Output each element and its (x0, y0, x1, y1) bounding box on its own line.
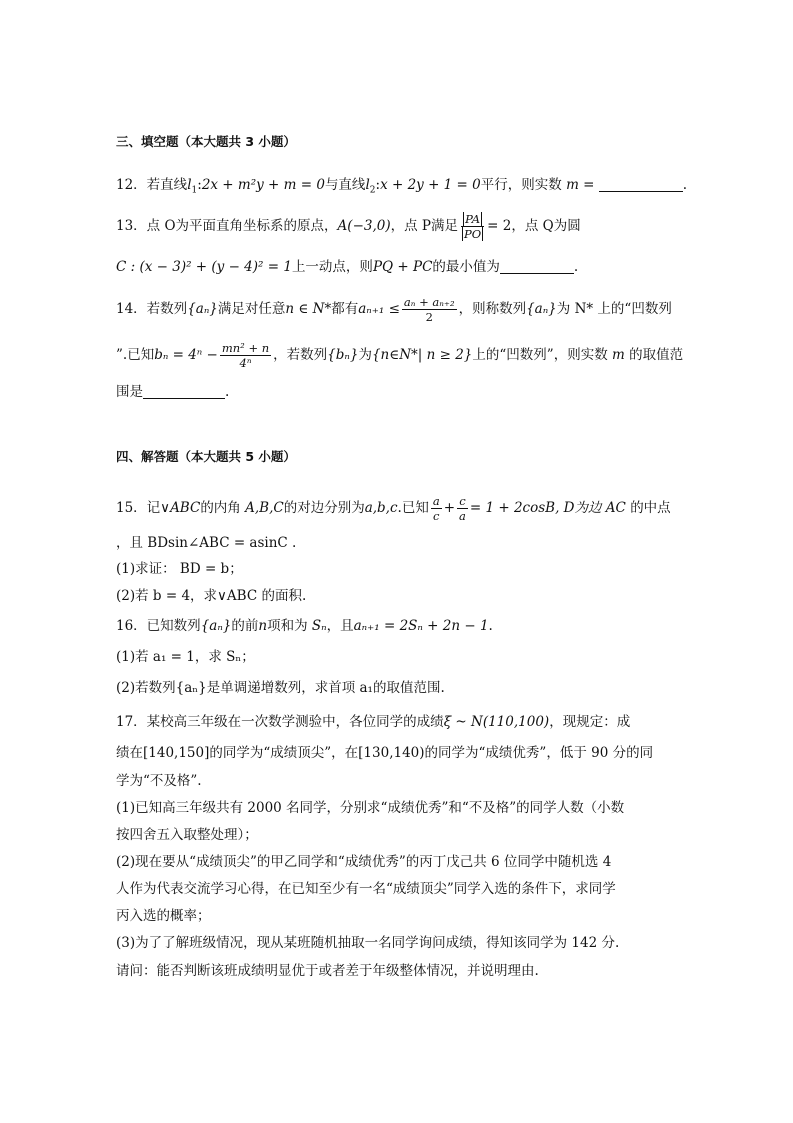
answer-blank (599, 177, 683, 192)
average-fraction: $\frac{\text{aₙ + aₙ₊₂}}{2}$ (403, 295, 455, 324)
line-l1-equation: 2x + m²y + m = 0 (201, 177, 325, 193)
section-answer-title: 四、解答题（本大题共 5 小题） (116, 449, 296, 464)
answer-blank (500, 259, 574, 274)
question-13-line-2: C : (x − 3)² + (y − 4)² = 1上一动点，则PQ + PC的最小值为 . (116, 259, 579, 275)
question-17-line-1: 17．某校高三年级在一次数学测验中，各位同学的成绩ξ ~ N(110,100)，现规定：成 (116, 714, 631, 730)
question-16: 16．已知数列{aₙ}的前n项和为 Sₙ，且aₙ₊₁ = 2Sₙ + 2n − 1. (116, 618, 493, 634)
question-17-line-2: 绩在[140,150]的同学为“成绩顶尖”，在[130,140)的同学为“成绩优秀”，低于 90 分的同 (116, 745, 654, 761)
question-17-part-1a: (1)已知高三年级共有 2000 名同学，分别求“成绩优秀”和“不及格”的同学人数（小数 (116, 800, 625, 816)
question-17-part-2c: 丙入选的概率； (116, 908, 211, 924)
question-15-part-2: (2)若 b = 4，求∨ABC 的面积. (116, 588, 307, 604)
question-16-part-1: (1)若 a₁ = 1，求 Sₙ； (116, 649, 255, 665)
question-15-part-1: (1)求证： BD = b； (116, 561, 243, 577)
question-17-part-3b: 请问：能否判断该班成绩明显优于或者差于年级整体情况，并说明理由. (116, 963, 539, 979)
fraction-c-over-a: $\frac{c}{a}$ (459, 494, 466, 523)
circle-equation: C : (x − 3)² + (y − 4)² = 1 (116, 259, 292, 275)
answer-blank (143, 384, 225, 399)
question-16-part-2: (2)若数列{aₙ}是单调递增数列，求首项 a₁的取值范围. (116, 680, 445, 696)
ratio-fraction: $\frac{PA}{PO}$ (460, 212, 485, 241)
question-14-line-3: 围是 . (116, 384, 230, 400)
question-14-line-1: 14．若数列{aₙ}满足对任意n ∈ N*都有aₙ₊₁ ≤ $\frac{\text{aₙ + aₙ₊₂}}{2}$ ，则称数列{aₙ}为 N* 上的“凹数列 (116, 295, 672, 324)
question-12: 12．若直线$l_1:2x + m^2y + m = 0$与直线$l_2:x + 2y + 1 = 0$平行，则实数 m = . (116, 177, 688, 196)
question-17-line-3: 学为“不及格”. (116, 773, 202, 789)
bn-fraction: $\frac{\text{mn² + n}}{\text{4ⁿ}}$ (221, 341, 270, 370)
question-14-line-2: ”.已知bₙ = 4ⁿ − $\frac{\text{mn² + n}}{\text{4ⁿ}}$ ，若数列{bₙ}为{n∈N*| n ≥ 2}上的“凹数列”，则实数 m 的取值范 (116, 341, 684, 370)
question-17-part-2a: (2)现在要从“成绩顶尖”的甲乙同学和“成绩优秀”的丙丁戊己共 6 位同学中随机选 4 (116, 854, 612, 870)
question-15-line-2: ，且 BDsin∠ABC = asinC . (116, 535, 297, 551)
question-17-part-2b: 人作为代表交流学习心得，在已知至少有一名“成绩顶尖”同学入选的条件下，求同学 (116, 881, 616, 897)
question-17-part-3a: (3)为了了解班级情况，现从某班随机抽取一名同学询问成绩，得知该同学为 142 分. (116, 935, 620, 951)
line-l2-equation: x + 2y + 1 = 0 (380, 177, 481, 193)
fraction-a-over-c: $\frac{a}{c}$ (432, 494, 440, 523)
question-15-line-1: 15．记∨ABC的内角 A,B,C的对边分别为a,b,c.已知 $\frac{a}{c}$ + $\frac{c}{a}$ = 1 + 2cosB, D为边 AC 的中点 (116, 494, 671, 523)
section-fill-in-title: 三、填空题（本大题共 3 小题） (116, 134, 296, 149)
question-17-part-1b: 按四舍五入取整处理）； (116, 827, 258, 843)
question-13-line-1: 13．点 O为平面直角坐标系的原点，A(−3,0)，点 P满足 $\frac{PA}{PO}$ = 2，点 Q为圆 (116, 212, 581, 241)
